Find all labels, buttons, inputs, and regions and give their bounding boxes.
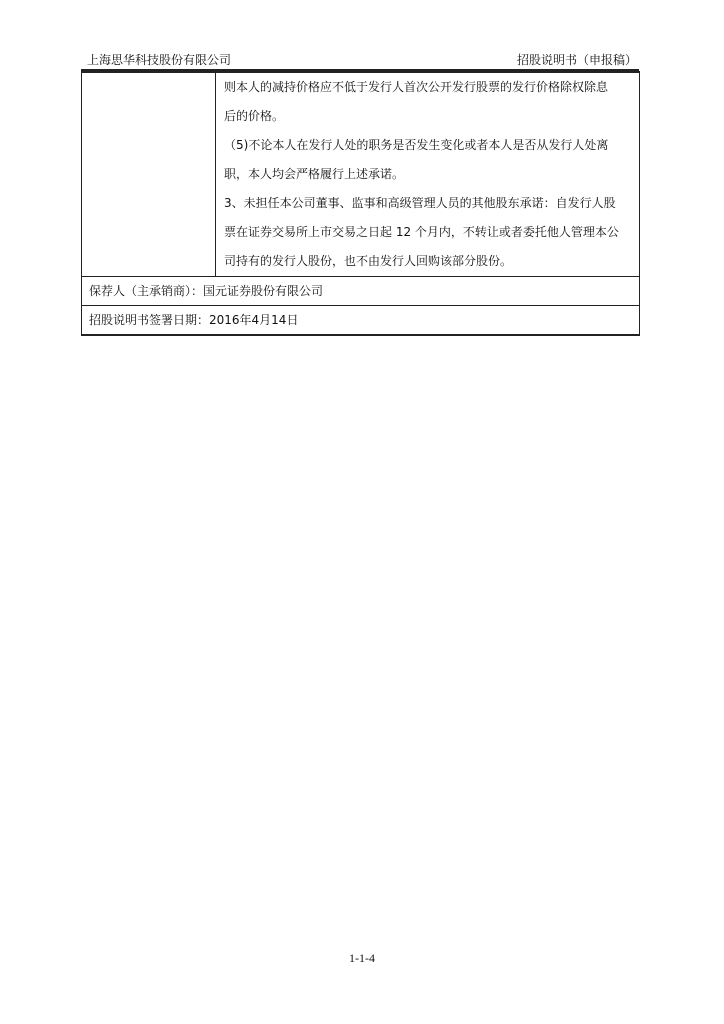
info-table [81, 71, 640, 336]
commitment-content-cell [216, 73, 639, 276]
page-header [81, 52, 639, 68]
commitment-line: 后的价格。 [224, 109, 285, 123]
document-title: 招股说明书（申报稿） [516, 53, 637, 67]
commitment-line: 3、未担任本公司董事、监事和高级管理人员的其他股东承诺：自发行人股 [224, 196, 616, 210]
company-name: 上海思华科技股份有限公司 [87, 53, 232, 67]
commitment-line: 职，本人均会严格履行上述承诺。 [224, 167, 405, 181]
commitment-line: 票在证券交易所上市交易之日起 12 个月内，不转让或者委托他人管理本公 [224, 225, 619, 239]
commitment-line: （5)不论本人在发行人处的职务是否发生变化或者本人是否从发行人处离 [224, 138, 609, 152]
commitment-row [82, 73, 639, 277]
sign-date-row: 招股说明书签署日期：2016年4月14日 [89, 313, 299, 327]
sponsor-row: 保荐人（主承销商）：国元证券股份有限公司 [82, 277, 639, 306]
page-number: 1-1-4 [349, 951, 375, 965]
commitment-line: 则本人的减持价格应不低于发行人首次公开发行股票的发行价格除权除息 [224, 80, 609, 94]
commitment-label-cell [82, 73, 216, 276]
commitment-line: 司持有的发行人股份，也不由发行人回购该部分股份。 [224, 254, 513, 268]
